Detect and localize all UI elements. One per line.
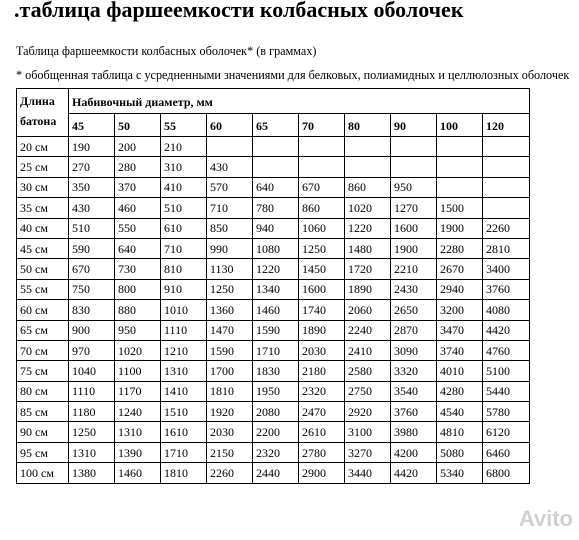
value-cell [345,137,391,157]
value-cell: 410 [161,177,207,197]
page-title: .таблица фаршеемкости колбасных оболочек [14,0,464,22]
value-cell [207,137,253,157]
row-header-cell [17,89,69,137]
value-cell: 1310 [115,422,161,442]
value-cell: 1080 [253,238,299,258]
value-cell: 800 [115,279,161,299]
value-cell: 3540 [391,381,437,401]
value-cell: 1460 [115,463,161,483]
value-cell: 1710 [253,340,299,360]
value-cell: 1830 [253,361,299,381]
value-cell: 850 [207,218,253,238]
value-cell: 1700 [207,361,253,381]
length-cell: 55 см [17,279,69,299]
value-cell: 2150 [207,442,253,462]
diameter-header-cell: 45 [69,114,115,137]
value-cell: 510 [69,218,115,238]
value-cell: 1170 [115,381,161,401]
value-cell: 1360 [207,300,253,320]
value-cell: 2580 [345,361,391,381]
value-cell: 2260 [483,218,530,238]
value-cell: 4010 [437,361,483,381]
value-cell: 4540 [437,402,483,422]
value-cell: 6120 [483,422,530,442]
value-cell: 2780 [299,442,345,462]
value-cell [253,157,299,177]
value-cell: 3740 [437,340,483,360]
diameter-group-header: Набивочный диаметр, мм [69,89,530,114]
value-cell [437,177,483,197]
value-cell: 2320 [253,442,299,462]
value-cell: 2280 [437,238,483,258]
table-row [17,300,530,320]
value-cell: 210 [161,137,207,157]
value-cell: 860 [299,198,345,218]
value-cell: 2470 [299,402,345,422]
value-cell: 1600 [299,279,345,299]
value-cell: 2240 [345,320,391,340]
value-cell: 1810 [161,463,207,483]
watermark-logo: Avito [518,506,573,531]
diameter-header-cell: 60 [207,114,253,137]
value-cell [299,157,345,177]
value-cell [299,137,345,157]
value-cell [483,198,530,218]
value-cell: 1890 [345,279,391,299]
value-cell: 950 [115,320,161,340]
value-cell: 1250 [69,422,115,442]
value-cell [437,137,483,157]
value-cell: 990 [207,238,253,258]
length-cell: 70 см [17,340,69,360]
diameter-header-cell: 50 [115,114,161,137]
value-cell: 430 [207,157,253,177]
length-cell: 50 см [17,259,69,279]
value-cell: 3440 [345,463,391,483]
value-cell: 570 [207,177,253,197]
value-cell: 4760 [483,340,530,360]
capacity-table [16,88,530,484]
value-cell: 780 [253,198,299,218]
value-cell: 1450 [299,259,345,279]
table-row [17,259,530,279]
value-cell: 3980 [391,422,437,442]
value-cell: 1110 [161,320,207,340]
value-cell: 5780 [483,402,530,422]
length-cell: 90 см [17,422,69,442]
value-cell: 1900 [437,218,483,238]
value-cell: 5080 [437,442,483,462]
value-cell: 1470 [207,320,253,340]
value-cell: 5340 [437,463,483,483]
table-row [17,198,530,218]
value-cell: 1590 [253,320,299,340]
value-cell: 3090 [391,340,437,360]
value-cell: 2670 [437,259,483,279]
length-cell: 95 см [17,442,69,462]
value-cell [391,137,437,157]
value-cell: 5440 [483,381,530,401]
value-cell: 1890 [299,320,345,340]
value-cell: 750 [69,279,115,299]
table-row [17,442,530,462]
value-cell: 1410 [161,381,207,401]
value-cell [483,177,530,197]
diameter-header-cell: 70 [299,114,345,137]
value-cell: 1250 [207,279,253,299]
value-cell: 1710 [161,442,207,462]
value-cell: 2260 [207,463,253,483]
value-cell: 940 [253,218,299,238]
table-row [17,463,530,483]
value-cell: 590 [69,238,115,258]
value-cell: 4200 [391,442,437,462]
diameter-header-cell: 120 [483,114,530,137]
value-cell: 910 [161,279,207,299]
value-cell: 1340 [253,279,299,299]
value-cell: 640 [253,177,299,197]
value-cell: 1510 [161,402,207,422]
diameter-header-cell: 65 [253,114,299,137]
value-cell: 5100 [483,361,530,381]
table-row [17,381,530,401]
value-cell: 1610 [161,422,207,442]
value-cell: 2810 [483,238,530,258]
value-cell: 1220 [253,259,299,279]
length-cell: 60 см [17,300,69,320]
value-cell: 1600 [391,218,437,238]
diameter-header-cell: 100 [437,114,483,137]
value-cell: 2200 [253,422,299,442]
value-cell: 830 [69,300,115,320]
value-cell [253,137,299,157]
value-cell: 510 [161,198,207,218]
value-cell: 1590 [207,340,253,360]
value-cell: 2060 [345,300,391,320]
table-caption: Таблица фаршеемкости колбасных оболочек* (в граммах) [16,44,317,58]
value-cell: 1810 [207,381,253,401]
value-cell: 2440 [253,463,299,483]
value-cell: 1060 [299,218,345,238]
value-cell [345,157,391,177]
value-cell: 1040 [69,361,115,381]
value-cell: 2180 [299,361,345,381]
value-cell: 1390 [115,442,161,462]
value-cell: 1220 [345,218,391,238]
table-row [17,340,530,360]
value-cell: 1110 [69,381,115,401]
value-cell: 3470 [437,320,483,340]
value-cell: 2900 [299,463,345,483]
value-cell: 1380 [69,463,115,483]
value-cell: 370 [115,177,161,197]
value-cell: 3200 [437,300,483,320]
value-cell: 6460 [483,442,530,462]
value-cell: 2210 [391,259,437,279]
value-cell: 860 [345,177,391,197]
value-cell [391,157,437,177]
length-cell: 45 см [17,238,69,258]
table-row [17,402,530,422]
diameter-header-cell: 80 [345,114,391,137]
row-header-line2: батона [20,114,57,128]
value-cell: 350 [69,177,115,197]
value-cell: 2030 [299,340,345,360]
value-cell: 4810 [437,422,483,442]
value-cell: 710 [207,198,253,218]
value-cell [483,157,530,177]
diameter-header-cell: 55 [161,114,207,137]
value-cell: 3760 [483,279,530,299]
value-cell: 730 [115,259,161,279]
table-row [17,238,530,258]
value-cell: 1250 [299,238,345,258]
value-cell: 1210 [161,340,207,360]
value-cell: 670 [69,259,115,279]
value-cell: 2430 [391,279,437,299]
value-cell: 1920 [207,402,253,422]
value-cell: 1740 [299,300,345,320]
value-cell: 1020 [115,340,161,360]
value-cell: 190 [69,137,115,157]
value-cell: 880 [115,300,161,320]
value-cell: 1720 [345,259,391,279]
length-cell: 40 см [17,218,69,238]
row-header-line1: Длина [20,94,55,108]
value-cell: 1900 [391,238,437,258]
value-cell: 950 [391,177,437,197]
value-cell: 1020 [345,198,391,218]
value-cell: 3760 [391,402,437,422]
value-cell: 430 [69,198,115,218]
value-cell: 2410 [345,340,391,360]
value-cell: 3100 [345,422,391,442]
value-cell: 460 [115,198,161,218]
value-cell: 810 [161,259,207,279]
value-cell: 970 [69,340,115,360]
length-cell: 100 см [17,463,69,483]
length-cell: 80 см [17,381,69,401]
length-cell: 20 см [17,137,69,157]
value-cell: 270 [69,157,115,177]
value-cell: 2920 [345,402,391,422]
length-cell: 25 см [17,157,69,177]
value-cell: 3270 [345,442,391,462]
table-row [17,218,530,238]
table-row [17,422,530,442]
value-cell: 1180 [69,402,115,422]
value-cell: 710 [161,238,207,258]
value-cell [437,157,483,177]
table-row [17,279,530,299]
length-cell: 65 см [17,320,69,340]
value-cell: 6800 [483,463,530,483]
value-cell: 4080 [483,300,530,320]
value-cell: 1100 [115,361,161,381]
value-cell: 1240 [115,402,161,422]
value-cell: 610 [161,218,207,238]
value-cell: 3320 [391,361,437,381]
value-cell: 2320 [299,381,345,401]
value-cell: 2870 [391,320,437,340]
value-cell: 280 [115,157,161,177]
value-cell: 2940 [437,279,483,299]
value-cell: 1460 [253,300,299,320]
table-row [17,157,530,177]
value-cell: 1310 [161,361,207,381]
value-cell: 200 [115,137,161,157]
footnote: * обобщенная таблица с усредненными значениями для белковых, полиамидных и целлюлозных оболочек [16,68,570,82]
value-cell: 1500 [437,198,483,218]
value-cell: 310 [161,157,207,177]
length-cell: 30 см [17,177,69,197]
value-cell [483,137,530,157]
value-cell: 2650 [391,300,437,320]
value-cell: 4420 [483,320,530,340]
value-cell: 2610 [299,422,345,442]
value-cell: 1270 [391,198,437,218]
table-row [17,320,530,340]
length-cell: 75 см [17,361,69,381]
table-row [17,361,530,381]
diameter-header-cell: 90 [391,114,437,137]
length-cell: 85 см [17,402,69,422]
value-cell: 1010 [161,300,207,320]
value-cell: 1310 [69,442,115,462]
value-cell: 1130 [207,259,253,279]
value-cell: 2750 [345,381,391,401]
value-cell: 3400 [483,259,530,279]
value-cell: 550 [115,218,161,238]
value-cell: 4420 [391,463,437,483]
value-cell: 900 [69,320,115,340]
value-cell: 2030 [207,422,253,442]
table-row [17,177,530,197]
table-row [17,137,530,157]
diameter-header-row [17,114,530,137]
value-cell: 670 [299,177,345,197]
value-cell: 640 [115,238,161,258]
length-cell: 35 см [17,198,69,218]
value-cell: 2080 [253,402,299,422]
value-cell: 4280 [437,381,483,401]
value-cell: 1480 [345,238,391,258]
value-cell: 1950 [253,381,299,401]
